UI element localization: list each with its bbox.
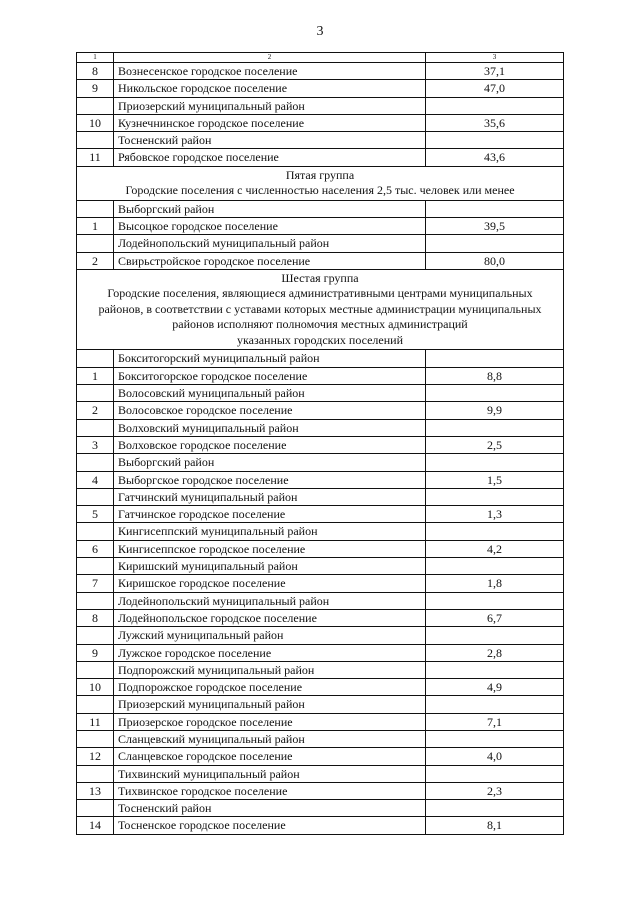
row-number-empty <box>77 350 114 367</box>
row-number-empty <box>77 200 114 217</box>
row-number-empty <box>77 592 114 609</box>
district-row <box>77 592 564 609</box>
district-name: Выборгский район <box>114 200 426 217</box>
settlement-row <box>77 506 564 523</box>
row-number-empty <box>77 385 114 402</box>
value-cell: 6,7 <box>426 609 564 626</box>
settlement-name: Волосовское городское поселение <box>114 402 426 419</box>
district-row <box>77 200 564 217</box>
value-cell: 2,3 <box>426 782 564 799</box>
district-row <box>77 385 564 402</box>
page-number: 3 <box>316 24 324 39</box>
row-number: 13 <box>77 782 114 799</box>
group-title: Шестая группа <box>281 270 359 285</box>
group-header-row <box>77 166 564 200</box>
settlement-row <box>77 436 564 453</box>
value-cell-empty <box>426 454 564 471</box>
settlement-name: Сланцевское городское поселение <box>114 748 426 765</box>
settlement-row <box>77 252 564 269</box>
settlement-name: Никольское городское поселение <box>114 80 426 97</box>
value-cell-empty <box>426 731 564 748</box>
row-number: 7 <box>77 575 114 592</box>
district-name: Сланцевский муниципальный район <box>114 731 426 748</box>
district-row <box>77 696 564 713</box>
value-cell: 2,8 <box>426 644 564 661</box>
row-number: 10 <box>77 679 114 696</box>
row-number: 11 <box>77 713 114 730</box>
row-number-empty <box>77 419 114 436</box>
settlement-row <box>77 114 564 131</box>
district-name: Тихвинский муниципальный район <box>114 765 426 782</box>
settlement-row <box>77 471 564 488</box>
settlement-row <box>77 575 564 592</box>
district-name: Лодейнопольский муниципальный район <box>114 592 426 609</box>
value-cell-empty <box>426 97 564 114</box>
value-cell: 1,5 <box>426 471 564 488</box>
settlement-name: Тосненское городское поселение <box>114 817 426 834</box>
row-number: 8 <box>77 609 114 626</box>
settlement-row <box>77 609 564 626</box>
row-number: 6 <box>77 540 114 557</box>
settlement-name: Кузнечнинское городское поселение <box>114 114 426 131</box>
settlement-row <box>77 540 564 557</box>
row-number: 9 <box>77 80 114 97</box>
row-number-empty <box>77 132 114 149</box>
district-name: Кингисеппский муниципальный район <box>114 523 426 540</box>
row-number-empty <box>77 800 114 817</box>
district-row <box>77 132 564 149</box>
value-cell: 2,5 <box>426 436 564 453</box>
value-cell: 9,9 <box>426 402 564 419</box>
row-number: 1 <box>77 367 114 384</box>
settlement-row <box>77 218 564 235</box>
district-row <box>77 731 564 748</box>
settlement-name: Тихвинское городское поселение <box>114 782 426 799</box>
row-number: 1 <box>77 218 114 235</box>
value-cell-empty <box>426 132 564 149</box>
rows-top <box>77 63 564 167</box>
row-number: 2 <box>77 402 114 419</box>
row-number-empty <box>77 523 114 540</box>
row-number: 11 <box>77 149 114 166</box>
value-cell-empty <box>426 696 564 713</box>
value-cell: 4,0 <box>426 748 564 765</box>
settlement-row <box>77 748 564 765</box>
row-number-empty <box>77 97 114 114</box>
row-number-empty <box>77 454 114 471</box>
value-cell-empty <box>426 385 564 402</box>
settlement-name: Приозерское городское поселение <box>114 713 426 730</box>
district-name: Лужский муниципальный район <box>114 627 426 644</box>
value-cell: 4,2 <box>426 540 564 557</box>
value-cell-empty <box>426 800 564 817</box>
row-number-empty <box>77 235 114 252</box>
row-number-empty <box>77 696 114 713</box>
row-number-empty <box>77 765 114 782</box>
settlement-name: Бокситогорское городское поселение <box>114 367 426 384</box>
settlement-row <box>77 80 564 97</box>
row-number: 9 <box>77 644 114 661</box>
row-number: 3 <box>77 436 114 453</box>
value-cell: 47,0 <box>426 80 564 97</box>
settlement-name: Высоцкое городское поселение <box>114 218 426 235</box>
district-row <box>77 419 564 436</box>
settlement-name: Волховское городское поселение <box>114 436 426 453</box>
column-number: 1 <box>77 53 114 63</box>
row-number: 8 <box>77 63 114 80</box>
district-name: Волховский муниципальный район <box>114 419 426 436</box>
district-name: Бокситогорский муниципальный район <box>114 350 426 367</box>
value-cell-empty <box>426 200 564 217</box>
district-row <box>77 488 564 505</box>
row-number-empty <box>77 488 114 505</box>
settlement-row <box>77 679 564 696</box>
row-number: 10 <box>77 114 114 131</box>
value-cell-empty <box>426 419 564 436</box>
group-description-line: районов, в соответствии с уставами которых местные администрации муниципальных <box>98 301 542 316</box>
value-cell-empty <box>426 523 564 540</box>
settlement-name: Свирьстройское городское поселение <box>114 252 426 269</box>
value-cell-empty <box>426 558 564 575</box>
district-row <box>77 523 564 540</box>
settlement-row <box>77 817 564 834</box>
settlements-table <box>76 52 564 835</box>
value-cell: 43,6 <box>426 149 564 166</box>
group-description-line: указанных городских поселений <box>236 332 403 347</box>
group-description-line: Городские поселения, являющиеся административными центрами муниципальных <box>107 286 533 301</box>
value-cell-empty <box>426 488 564 505</box>
district-name: Приозерский муниципальный район <box>114 97 426 114</box>
settlement-name: Подпорожское городское поселение <box>114 679 426 696</box>
settlement-row <box>77 644 564 661</box>
group-five-header <box>77 166 564 200</box>
district-name: Подпорожский муниципальный район <box>114 661 426 678</box>
row-number: 12 <box>77 748 114 765</box>
value-cell: 4,9 <box>426 679 564 696</box>
district-row <box>77 765 564 782</box>
district-row <box>77 350 564 367</box>
settlement-name: Кингисеппское городское поселение <box>114 540 426 557</box>
value-cell: 35,6 <box>426 114 564 131</box>
row-number-empty <box>77 627 114 644</box>
settlement-row <box>77 367 564 384</box>
district-name: Гатчинский муниципальный район <box>114 488 426 505</box>
settlement-row <box>77 63 564 80</box>
value-cell: 8,8 <box>426 367 564 384</box>
district-name: Тосненский район <box>114 132 426 149</box>
value-cell: 8,1 <box>426 817 564 834</box>
value-cell-empty <box>426 350 564 367</box>
district-row <box>77 661 564 678</box>
group-description-line: Городские поселения с численностью населения 2,5 тыс. человек или менее <box>125 183 515 198</box>
value-cell: 1,3 <box>426 506 564 523</box>
district-name: Выборгский район <box>114 454 426 471</box>
district-name: Киришский муниципальный район <box>114 558 426 575</box>
value-cell: 1,8 <box>426 575 564 592</box>
settlement-name: Лодейнопольское городское поселение <box>114 609 426 626</box>
district-row <box>77 454 564 471</box>
rows-group-five <box>77 200 564 269</box>
rows-group-six <box>77 350 564 834</box>
settlement-name: Вознесенское городское поселение <box>114 63 426 80</box>
settlement-name: Рябовское городское поселение <box>114 149 426 166</box>
row-number-empty <box>77 731 114 748</box>
value-cell-empty <box>426 592 564 609</box>
value-cell: 80,0 <box>426 252 564 269</box>
settlement-row <box>77 402 564 419</box>
row-number: 4 <box>77 471 114 488</box>
value-cell-empty <box>426 627 564 644</box>
group-description-line: районов исполняют полномочия местных администраций <box>172 317 468 332</box>
value-cell-empty <box>426 765 564 782</box>
district-row <box>77 97 564 114</box>
settlement-name: Лужское городское поселение <box>114 644 426 661</box>
group-title: Пятая группа <box>285 167 355 182</box>
row-number-empty <box>77 661 114 678</box>
settlement-row <box>77 149 564 166</box>
group-six-header <box>77 269 564 350</box>
column-number: 3 <box>426 53 564 63</box>
column-number: 2 <box>114 53 426 63</box>
row-number-empty <box>77 558 114 575</box>
group-header-row <box>77 269 564 350</box>
settlement-name: Киришское городское поселение <box>114 575 426 592</box>
district-row <box>77 800 564 817</box>
district-row <box>77 558 564 575</box>
district-name: Приозерский муниципальный район <box>114 696 426 713</box>
district-name: Волосовский муниципальный район <box>114 385 426 402</box>
settlement-name: Выборгское городское поселение <box>114 471 426 488</box>
value-cell: 37,1 <box>426 63 564 80</box>
district-row <box>77 235 564 252</box>
row-number: 5 <box>77 506 114 523</box>
district-name: Тосненский район <box>114 800 426 817</box>
settlement-row <box>77 782 564 799</box>
value-cell-empty <box>426 235 564 252</box>
settlement-name: Гатчинское городское поселение <box>114 506 426 523</box>
row-number: 14 <box>77 817 114 834</box>
district-name: Лодейнопольский муниципальный район <box>114 235 426 252</box>
column-number-row <box>77 53 564 63</box>
settlement-row <box>77 713 564 730</box>
district-row <box>77 627 564 644</box>
value-cell: 7,1 <box>426 713 564 730</box>
value-cell-empty <box>426 661 564 678</box>
row-number: 2 <box>77 252 114 269</box>
value-cell: 39,5 <box>426 218 564 235</box>
